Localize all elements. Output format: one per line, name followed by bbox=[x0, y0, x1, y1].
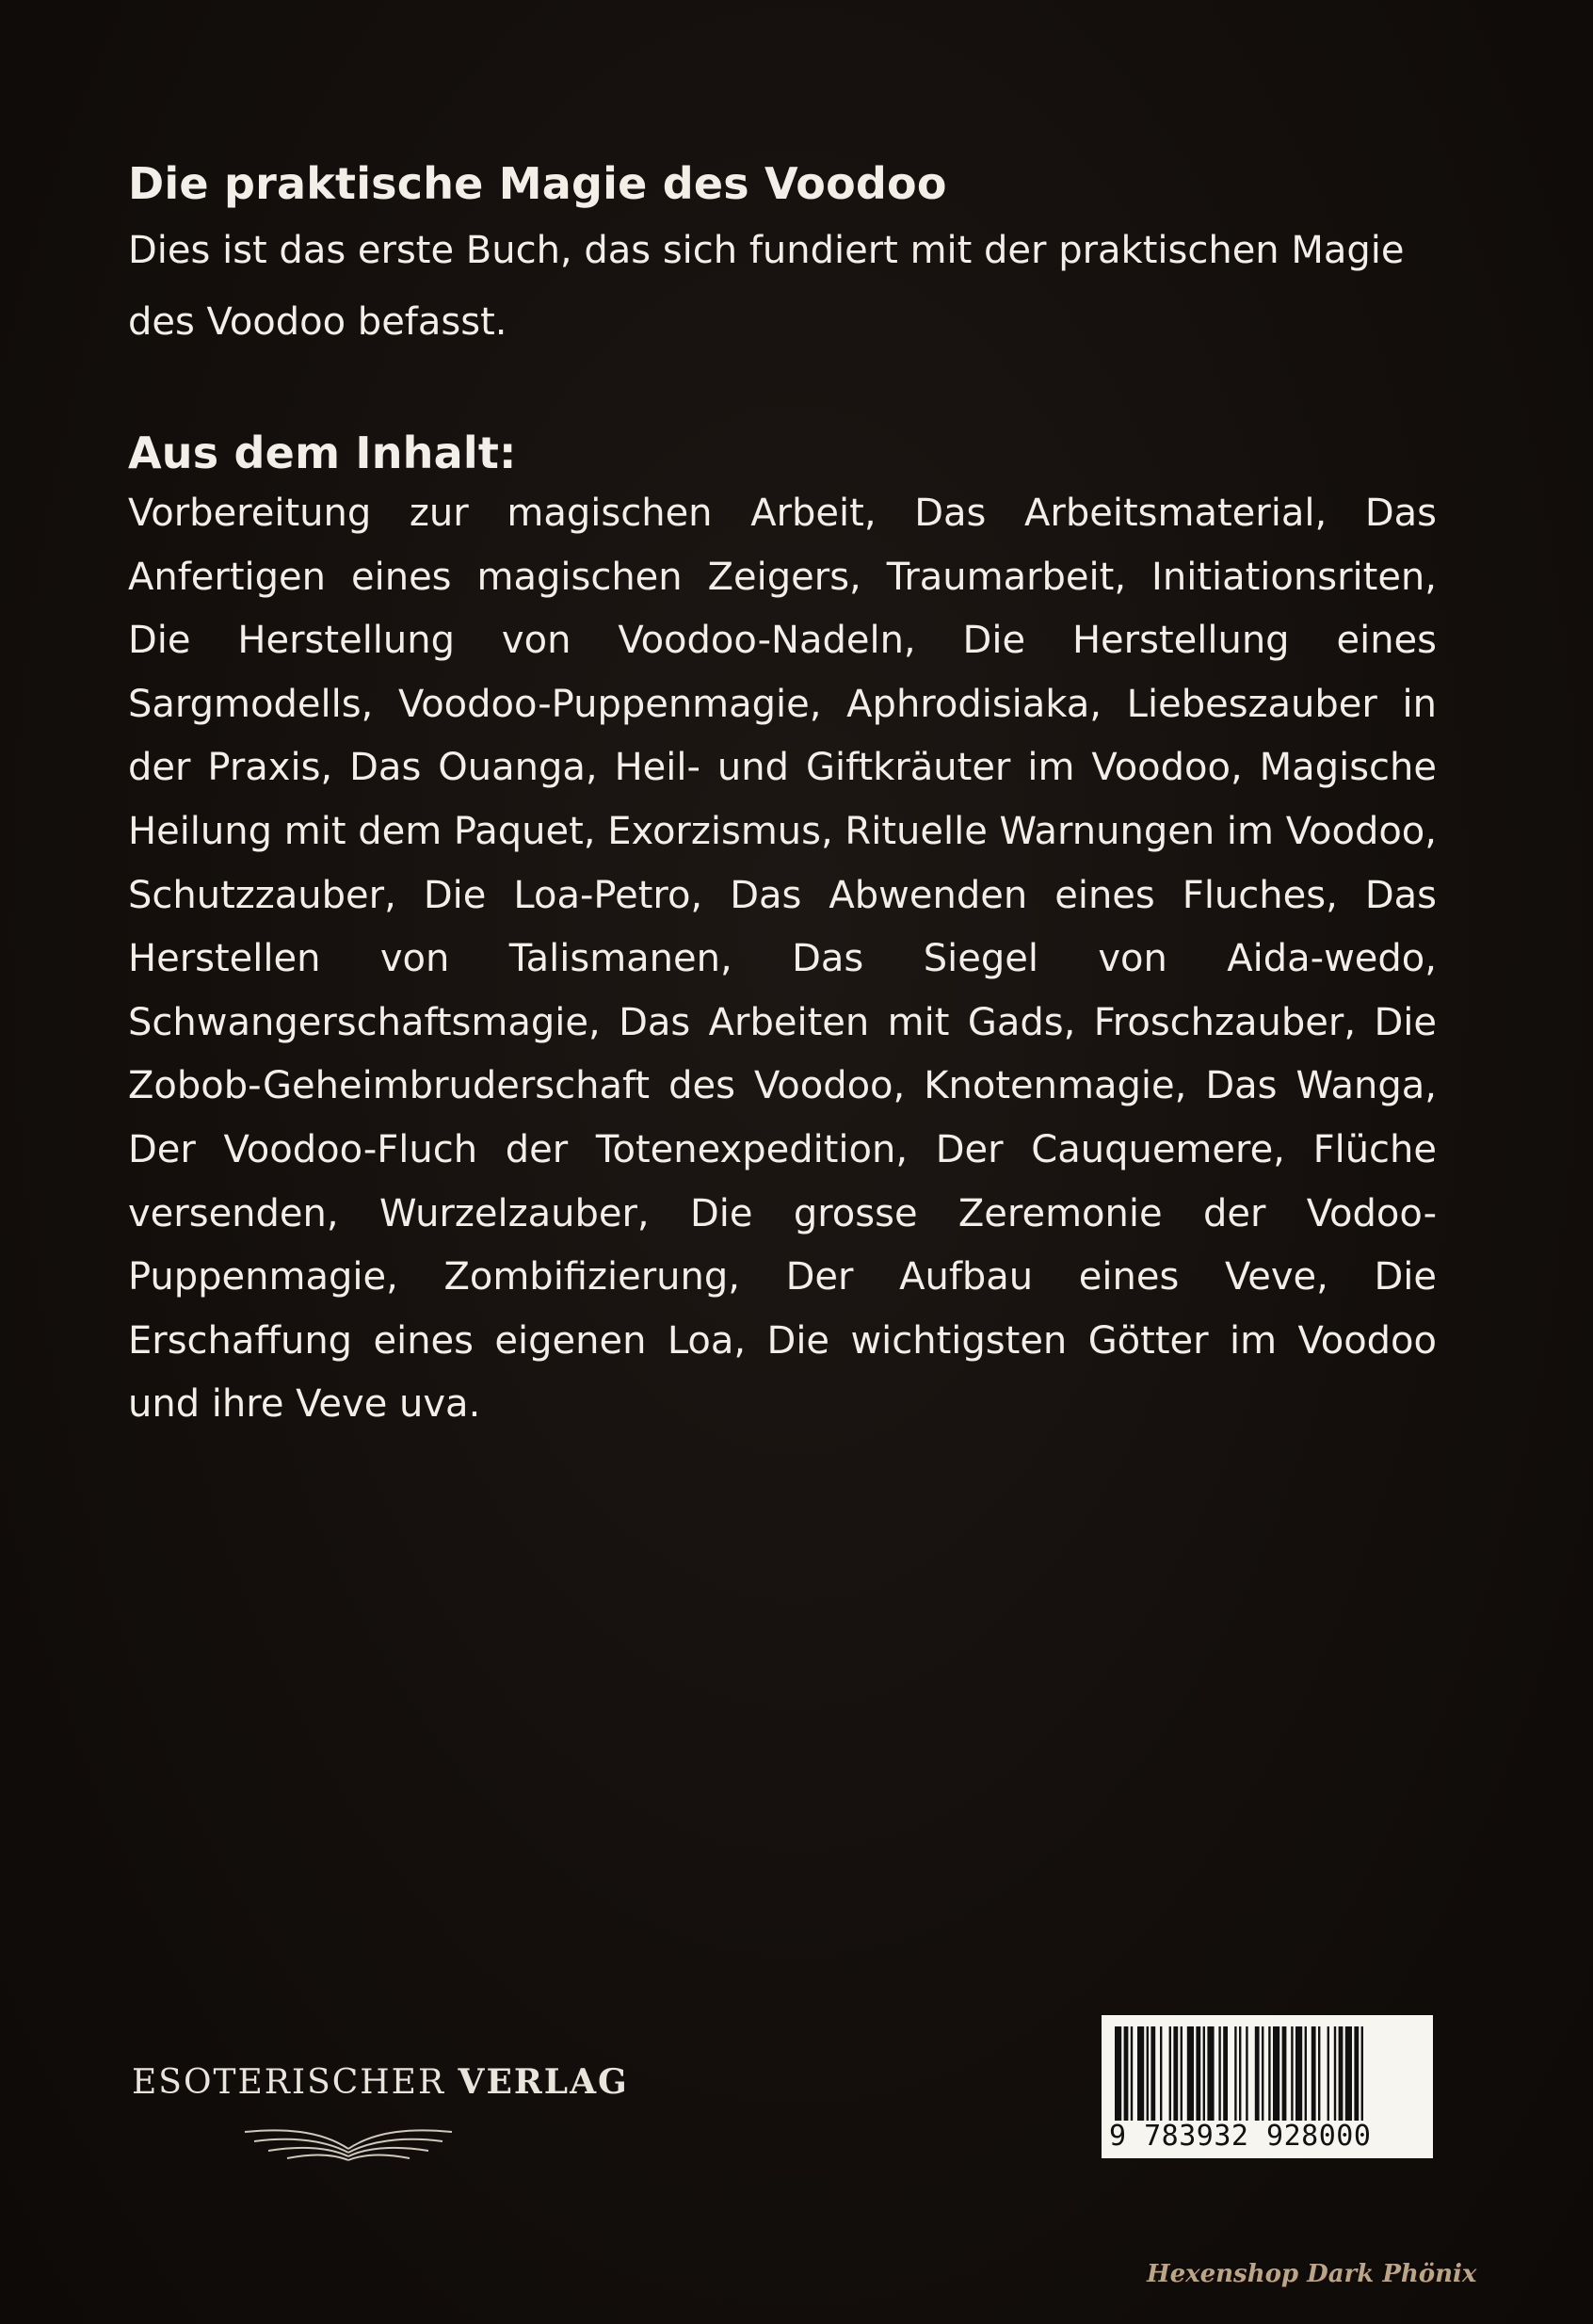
isbn-barcode bbox=[1102, 2015, 1433, 2158]
barcode-bar bbox=[1131, 2026, 1133, 2121]
barcode-bar bbox=[1339, 2026, 1344, 2121]
barcode-bar bbox=[1150, 2026, 1155, 2121]
publisher-name bbox=[132, 2062, 629, 2102]
barcode-bar bbox=[1246, 2026, 1247, 2121]
publisher-name-part1: ESOTERISCHER bbox=[132, 2063, 446, 2102]
barcode-bar bbox=[1147, 2026, 1149, 2121]
barcode-bar bbox=[1218, 2026, 1220, 2121]
barcode-bar bbox=[1291, 2026, 1293, 2121]
publisher-name-part2: VERLAG bbox=[458, 2062, 629, 2102]
wing-ornament-icon bbox=[188, 2111, 508, 2177]
barcode-bar bbox=[1273, 2026, 1279, 2121]
barcode-bar bbox=[1318, 2026, 1320, 2121]
barcode-bar bbox=[1169, 2026, 1171, 2121]
barcode-bar bbox=[1268, 2026, 1270, 2121]
barcode-bar bbox=[1345, 2026, 1352, 2121]
barcode-bar bbox=[1181, 2026, 1183, 2121]
barcode-bar bbox=[1207, 2026, 1214, 2121]
publisher-logo bbox=[132, 2062, 629, 2185]
shop-watermark: Hexenshop Dark Phönix bbox=[1147, 2260, 1477, 2288]
blurb-text-block bbox=[128, 158, 1437, 1437]
barcode-bar bbox=[1173, 2026, 1178, 2121]
barcode-bar bbox=[1203, 2026, 1205, 2121]
barcode-bar bbox=[1234, 2026, 1236, 2121]
barcode-bar bbox=[1334, 2026, 1336, 2121]
barcode-bar bbox=[1255, 2026, 1260, 2121]
barcode-bar bbox=[1160, 2026, 1162, 2121]
barcode-bar bbox=[1354, 2026, 1359, 2121]
barcode-bar bbox=[1262, 2026, 1263, 2121]
barcode-bar bbox=[1282, 2026, 1287, 2121]
book-title: Die praktische Magie des Voodoo bbox=[128, 158, 947, 209]
barcode-bar bbox=[1223, 2026, 1228, 2121]
barcode-bar bbox=[1305, 2026, 1307, 2121]
barcode-bar bbox=[1187, 2026, 1194, 2121]
book-intro: Dies ist das erste Buch, das sich fundiert mit der praktischen Magie des Voodoo befasst. bbox=[128, 229, 1405, 344]
barcode-digits: 9 783932 928000 bbox=[1109, 2120, 1372, 2153]
barcode-bar bbox=[1115, 2026, 1121, 2121]
barcode-bar bbox=[1295, 2026, 1302, 2121]
barcode-bar bbox=[1196, 2026, 1200, 2121]
barcode-bar bbox=[1311, 2026, 1316, 2121]
barcode-bar bbox=[1328, 2026, 1329, 2121]
barcode-bar bbox=[1361, 2026, 1363, 2121]
contents-heading: Aus dem Inhalt: bbox=[128, 428, 517, 478]
barcode-bar bbox=[1137, 2026, 1144, 2121]
barcode-bars bbox=[1113, 2026, 1422, 2121]
contents-list: Vorbereitung zur magischen Arbeit, Das Arbeitsmaterial, Das Anfertigen eines magischen Zeigers, Traumarbeit, Initiationsriten, Die Herstellung von Voodoo-Nadeln, Die Herstellung eines Sargmodells, Voodoo-Puppenmagie, Aphrodisiaka, Liebeszauber in der Praxis, Das Ouanga, Heil- und Giftkräuter im Voodoo, Magische Heilung mit dem Paquet, Exorzismus, Rituelle Warnungen im Voodoo, Schutzzauber, Die Loa-Petro, Das Abwenden eines Fluches, Das Herstellen von Talismanen, Das Siegel von Aida-wedo, Schwangerschaftsmagie, Das Arbeiten mit Gads, Froschzauber, Die Zobob-Geheimbruderschaft des Voodoo, Knotenmagie, Das Wanga, Der Voodoo-Fluch der Totenexpedition, Der Cauquemere, Flüche versenden, Wurzelzauber, Die grosse Zeremonie der Vodoo-Puppenmagie, Zombifizierung, Der Aufbau eines Veve, Die Erschaffung eines eigenen Loa, Die wichtigsten Götter im Voodoo und ihre Veve uva. bbox=[128, 492, 1437, 1427]
barcode-bar bbox=[1239, 2026, 1241, 2121]
barcode-bar bbox=[1124, 2026, 1129, 2121]
